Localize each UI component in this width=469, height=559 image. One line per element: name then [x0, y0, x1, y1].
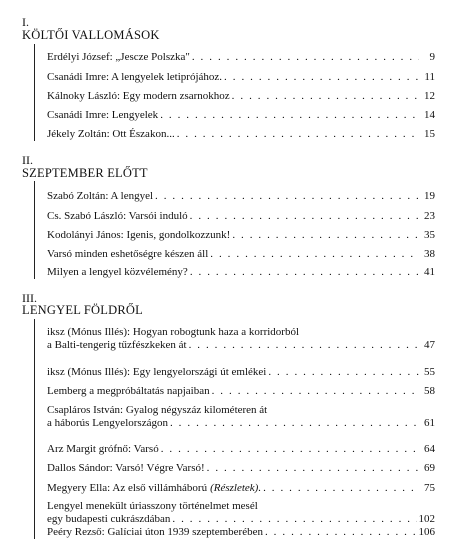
entry-title: Megyery Ella: Az első villámháború — [47, 482, 208, 494]
page-number: 55 — [424, 366, 435, 378]
toc-entry[interactable] — [47, 109, 435, 122]
toc-entry-line — [47, 128, 435, 141]
dot-leader — [263, 482, 419, 495]
dot-leader — [190, 266, 419, 279]
section-title-koltoi-vallomasok: KÖLTŐI VALLOMÁSOK — [22, 28, 160, 42]
entry-title: Csanádi Imre: Lengyelek — [47, 109, 159, 121]
toc-entry-line — [47, 443, 435, 456]
dot-leader — [207, 462, 419, 475]
page-number: 23 — [424, 210, 435, 222]
entry-title: Kálnoky László: Egy modern zsarnokhoz — [47, 90, 230, 102]
toc-entry-line — [47, 526, 435, 539]
page-number: 19 — [424, 190, 435, 202]
toc-entry[interactable] — [47, 248, 435, 261]
dot-leader — [161, 443, 419, 456]
dot-leader — [155, 190, 419, 203]
toc-entry[interactable] — [47, 190, 435, 203]
toc-entry[interactable] — [47, 210, 435, 223]
dot-leader — [210, 248, 419, 261]
entry-title: Csanádi Imre: A lengyelek letiprójához. — [47, 71, 223, 83]
toc-entry-line — [47, 417, 435, 430]
toc-entry[interactable] — [47, 229, 435, 242]
toc-entry-line — [47, 326, 435, 339]
toc-entry[interactable] — [47, 128, 435, 141]
page-number: 69 — [424, 462, 435, 474]
dot-leader — [265, 526, 417, 539]
entry-title: Milyen a lengyel közvélemény? — [47, 266, 188, 278]
page-number: 102 — [418, 513, 435, 525]
toc-entry-line — [47, 248, 435, 261]
entry-title: Lemberg a megpróbáltatás napjaiban — [47, 385, 210, 397]
toc-entry-line — [47, 90, 435, 103]
entry-title: egy budapesti cukrászdában — [47, 513, 171, 525]
entry-title-italic: (Részletek). — [210, 482, 262, 494]
toc-entry-line — [47, 339, 435, 352]
section-number: III. — [22, 291, 37, 305]
page-number: 58 — [424, 385, 435, 397]
dot-leader — [177, 128, 419, 141]
page-number: 38 — [424, 248, 435, 260]
dot-leader — [170, 417, 419, 430]
toc-entry[interactable] — [47, 326, 435, 352]
entry-title: iksz (Mónus Illés): Egy lengyelországi út emlékei — [47, 366, 267, 378]
toc-entry-line — [47, 51, 435, 64]
page-number: 9 — [429, 51, 435, 63]
toc-entry-line — [47, 500, 435, 513]
toc-entry-line — [47, 404, 435, 417]
toc-entry-line — [47, 385, 435, 398]
toc-entry-line — [47, 109, 435, 122]
toc-entry[interactable] — [47, 366, 435, 379]
toc-entry[interactable] — [47, 526, 435, 539]
entry-title: Jékely Zoltán: Ott Északon... — [47, 128, 175, 140]
toc-entry-line — [47, 190, 435, 203]
section-number: II. — [22, 153, 33, 167]
toc-entry[interactable] — [47, 385, 435, 398]
dot-leader — [232, 90, 419, 103]
entry-title: Lengyel menekült úriasszony történelmet mesél — [47, 500, 258, 512]
page-number: 11 — [424, 71, 435, 83]
entry-title: Kodolányi János: Igenis, gondolkozzunk! — [47, 229, 231, 241]
entry-title: Erdélyi József: „Jescze Polszka" — [47, 51, 190, 63]
dot-leader — [190, 210, 419, 223]
page-number: 12 — [424, 90, 435, 102]
dot-leader — [160, 109, 419, 122]
section-title-lengyel-foldrol: LENGYEL FÖLDRŐL — [22, 303, 143, 317]
page-number: 75 — [424, 482, 435, 494]
entry-title: Szabó Zoltán: A lengyel — [47, 190, 154, 202]
toc-entry-line — [47, 366, 435, 379]
dot-leader — [268, 366, 419, 379]
toc-entry-line — [47, 462, 435, 475]
page-number: 64 — [424, 443, 435, 455]
entry-title: a háborús Lengyelországon — [47, 417, 168, 429]
section-rule — [34, 319, 35, 539]
toc-entry[interactable] — [47, 51, 435, 64]
section-rule — [34, 181, 35, 279]
toc-entry[interactable] — [47, 500, 435, 526]
toc-entry-line — [47, 229, 435, 242]
entry-title: Varsó minden eshetőségre készen áll — [47, 248, 209, 260]
toc-entry[interactable] — [47, 266, 435, 279]
page-number: 35 — [424, 229, 435, 241]
entry-title: a Balti-tengerig tűzfészkeken át — [47, 339, 187, 351]
page-number: 47 — [424, 339, 435, 351]
entry-title: Arz Margit grófnő: Varsó — [47, 443, 159, 455]
entry-title: Dallos Sándor: Varsó! Végre Varsó! — [47, 462, 205, 474]
page-number: 41 — [424, 266, 435, 278]
entry-title: iksz (Mónus Illés): Hogyan robogtunk haza a korridorból — [47, 326, 300, 338]
entry-title: Peéry Rezső: Galíciai úton 1939 szeptemberében — [47, 526, 263, 538]
toc-entry[interactable] — [47, 404, 435, 430]
page-number: 106 — [418, 526, 435, 538]
toc-entry-line — [47, 513, 435, 526]
page-number: 61 — [424, 417, 435, 429]
toc-entry-line — [47, 266, 435, 279]
dot-leader — [172, 513, 416, 526]
toc-entry[interactable] — [47, 90, 435, 103]
page-number: 14 — [424, 109, 435, 121]
section-title-szeptember-elott: SZEPTEMBER ELŐTT — [22, 166, 148, 180]
toc-entry[interactable] — [47, 71, 435, 84]
section-number: I. — [22, 15, 29, 29]
section-rule — [34, 44, 35, 141]
toc-entry-line — [47, 210, 435, 223]
toc-entry[interactable] — [47, 462, 435, 475]
toc-entry[interactable] — [47, 443, 435, 456]
toc-entry-line — [47, 71, 435, 84]
entry-title: Cs. Szabó László: Varsói induló — [47, 210, 188, 222]
dot-leader — [232, 229, 419, 242]
toc-entry[interactable] — [47, 482, 435, 495]
dot-leader — [212, 385, 419, 398]
dot-leader — [224, 71, 419, 84]
toc-entry-line — [47, 482, 435, 495]
dot-leader — [189, 339, 419, 352]
dot-leader — [192, 51, 419, 64]
page-number: 15 — [424, 128, 435, 140]
entry-title: Csapláros István: Gyalog négyszáz kilométeren át — [47, 404, 268, 416]
